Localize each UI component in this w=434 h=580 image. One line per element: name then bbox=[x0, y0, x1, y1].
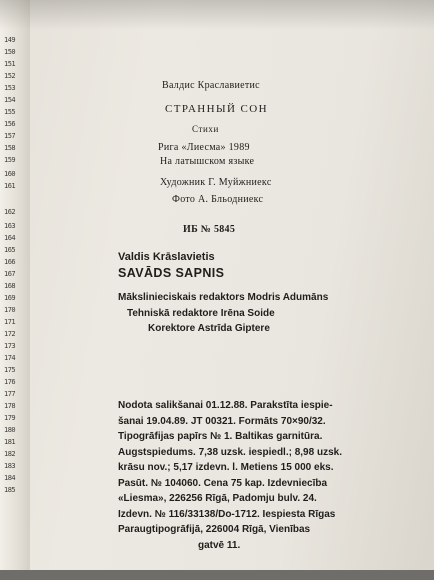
imprint-line: krāsu nov.; 5,17 izdevn. l. Metiens 15 000 eks. bbox=[118, 462, 334, 473]
gutter-number: 164 bbox=[4, 234, 16, 242]
gutter-number: 155 bbox=[4, 108, 16, 116]
gutter-number: 150 bbox=[4, 48, 16, 56]
russian-genre: Стихи bbox=[192, 124, 219, 134]
gutter-number: 165 bbox=[4, 246, 16, 254]
gutter-number: 154 bbox=[4, 96, 16, 104]
imprint-line: gatvē 11. bbox=[198, 539, 241, 551]
imprint-block bbox=[118, 398, 390, 553]
gutter-number: 176 bbox=[4, 378, 16, 386]
russian-photo-line: Фото А. Бльодниекс bbox=[172, 194, 264, 205]
latvian-title: SAVĀDS SAPNIS bbox=[118, 266, 225, 280]
gutter-number: 169 bbox=[4, 294, 16, 302]
gutter-number: 156 bbox=[4, 120, 16, 128]
credit-line: Mākslinieciskais redaktors Modris Adumāns bbox=[118, 292, 329, 303]
gutter-number: 182 bbox=[4, 450, 16, 458]
gutter-number: 172 bbox=[4, 330, 16, 338]
gutter-number: 185 bbox=[4, 486, 16, 494]
gutter-number: 174 bbox=[4, 354, 16, 362]
gutter-number: 160 bbox=[4, 170, 16, 178]
imprint-line: Izdevn. № 116/33138/Do-1712. Iespiesta Rīgas bbox=[118, 508, 336, 520]
gutter-number: 163 bbox=[4, 222, 16, 230]
top-shadow bbox=[0, 0, 434, 30]
russian-publisher-line: Рига «Лиесма» 1989 bbox=[158, 142, 250, 153]
gutter-number: 170 bbox=[4, 306, 16, 314]
imprint-line: Paraugtipogrāfijā, 226004 Rīgā, Vienības bbox=[118, 524, 311, 535]
gutter-number: 168 bbox=[4, 282, 16, 290]
gutter-number: 151 bbox=[4, 60, 16, 68]
gutter-number: 183 bbox=[4, 462, 16, 470]
russian-language-line: На латышском языке bbox=[160, 156, 255, 167]
imprint-line: šanai 19.04.89. JT 00321. Formāts 70×90/32. bbox=[118, 415, 326, 427]
bottom-shadow bbox=[0, 570, 434, 580]
gutter-number: 181 bbox=[4, 438, 16, 446]
imprint-line: Tipogrāfijas papīrs № 1. Baltikas garnitūra. bbox=[118, 431, 323, 442]
gutter-number: 171 bbox=[4, 318, 16, 326]
gutter-number: 149 bbox=[4, 36, 16, 44]
gutter-number: 178 bbox=[4, 402, 16, 410]
gutter-number: 161 bbox=[4, 182, 16, 190]
gutter-number: 162 bbox=[4, 208, 16, 216]
imprint-line: Nodota salikšanai 01.12.88. Parakstīta iespie- bbox=[118, 400, 333, 411]
gutter-number: 179 bbox=[4, 414, 16, 422]
gutter-number: 177 bbox=[4, 390, 16, 398]
gutter-number: 184 bbox=[4, 474, 16, 482]
gutter-number: 175 bbox=[4, 366, 16, 374]
gutter-number: 180 bbox=[4, 426, 16, 434]
russian-artist-line: Художник Г. Муйжниекс bbox=[160, 177, 272, 188]
gutter-number: 152 bbox=[4, 72, 16, 80]
imprint-line: Pasūt. № 104060. Cena 75 kap. Izdevniecība bbox=[118, 477, 328, 489]
russian-author: Валдис Краславиетис bbox=[162, 80, 260, 91]
gutter-number: 159 bbox=[4, 156, 16, 164]
imprint-line: «Liesma», 226256 Rīgā, Padomju bulv. 24. bbox=[118, 493, 317, 504]
gutter-number: 153 bbox=[4, 84, 16, 92]
latvian-author: Valdis Krāslavietis bbox=[118, 251, 215, 263]
gutter-number: 158 bbox=[4, 144, 16, 152]
russian-title: СТРАННЫЙ СОН bbox=[165, 103, 268, 115]
ib-number: ИБ № 5845 bbox=[183, 224, 236, 235]
credit-line: Korektore Astrīda Giptere bbox=[148, 323, 270, 334]
credit-line: Tehniskā redaktore Irēna Soide bbox=[127, 308, 275, 319]
imprint-line: Augstspiedums. 7,38 uzsk. iespiedl.; 8,98 uzsk. bbox=[118, 446, 342, 458]
gutter-number: 173 bbox=[4, 342, 16, 350]
gutter-number: 166 bbox=[4, 258, 16, 266]
gutter-number: 157 bbox=[4, 132, 16, 140]
gutter-number: 167 bbox=[4, 270, 16, 278]
